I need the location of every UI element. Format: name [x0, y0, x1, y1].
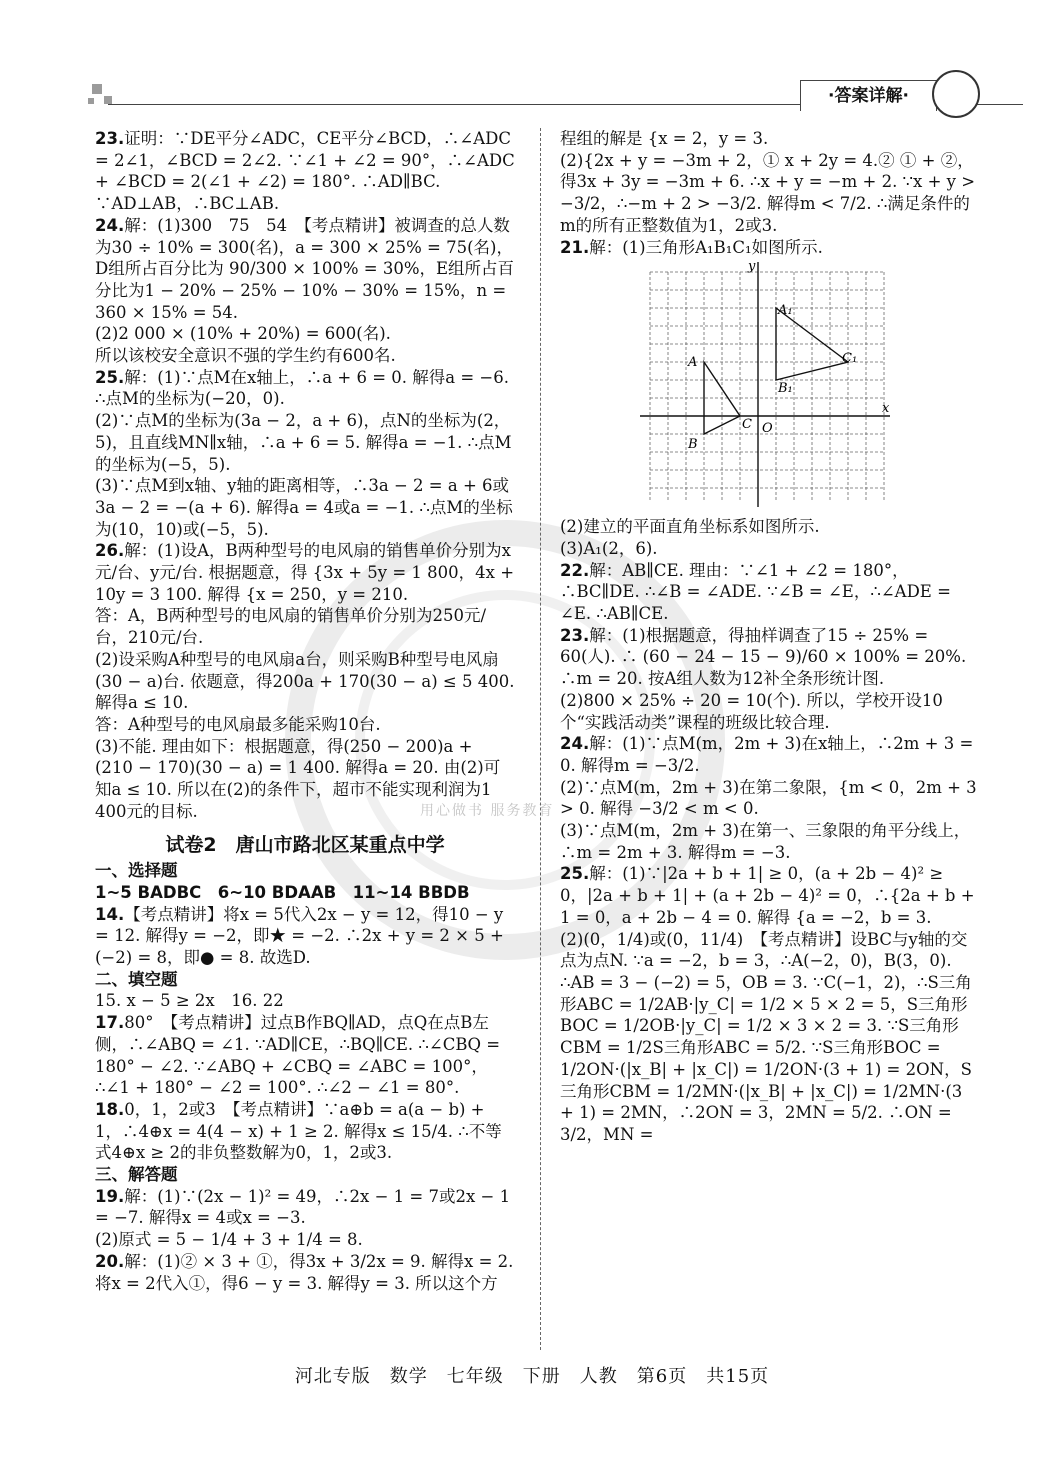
answer-text: 80° 【考点精讲】过点B作BQ∥AD，点Q在点B左侧，∴∠ABQ = ∠1. ∵AD∥CE，∴BQ∥CE. ∴∠CBQ = 180° − ∠2. ∵∠ABQ + ∠CBQ = ∠ABC = 100°，∴∠1 + 180° − ∠2 = 100°. ∴∠2 − ∠1 = 80°.: [95, 1013, 501, 1098]
question-number: 21.: [560, 237, 590, 257]
answer-item: [95, 367, 515, 410]
answer-text: (2)建立的平面直角坐标系如图所示.: [560, 517, 820, 537]
page-footer: 河北专版 数学 七年级 下册 人教 第6页 共15页: [294, 1366, 770, 1387]
question-number: 24.: [560, 734, 590, 754]
right-column: [560, 128, 980, 1146]
answer-text: (2)原式 = 5 − 1/4 + 3 + 1/4 = 8.: [95, 1230, 363, 1250]
point-label-a: A: [688, 355, 698, 371]
answer-item: [95, 649, 515, 714]
answer-text: 解：(1)300 75 54 【考点精讲】被调查的总人数为30 ÷ 10% = 300(名)，a = 300 × 25% = 75(名)，D组所占百分比为 90/300 × 100% = 30%，E组所占百分比为1 − 20% − 25% − 10% − 30% = 15%，n = 360 × 15% = 54.: [95, 215, 515, 322]
question-number: 23.: [95, 129, 125, 148]
answer-text: 所以该校安全意识不强的学生约有600名.: [95, 346, 396, 366]
answer-text: (3)∵点M(m，2m + 3)在第一、三象限的角平分线上，∴m = 2m + 3. 解得m = −3.: [560, 821, 971, 862]
answer-item: [560, 538, 980, 560]
section-heading: 三、解答题: [95, 1165, 178, 1185]
answer-item: [95, 345, 515, 367]
answer-item: [560, 733, 980, 776]
left-column: [95, 128, 515, 1294]
answer-text: (2)∵点M的坐标为(3a − 2，a + 6)，点N的坐标为(2，5)，且直线MN∥x轴，∴a + 6 = 5. 解得a = −1. ∴点M的坐标为(−5，5).: [95, 411, 512, 474]
answer-text: 答：A，B两种型号的电风扇的销售单价分别为250元/台，210元/台.: [95, 606, 487, 648]
answer-text: (2)设采购A种型号的电风扇a台，则采购B种型号电风扇(30 − a)台. 依题意，得200a + 170(30 − a) ≤ 5 400. 解得a ≤ 10.: [95, 649, 515, 713]
answer-text: 解：(1)∵点M在x轴上，∴a + 6 = 0. 解得a = −6. ∴点M的坐标为(−20，0).: [95, 367, 509, 409]
answer-text: 解：(1)设A，B两种型号的电风扇的销售单价分别为x元/台、y元/台. 根据题意，得 {3x + 5y = 1 800，4x + 10y = 3 100. 解得 {x = 250，y = 210.: [95, 541, 515, 604]
header-decoration: [104, 96, 112, 104]
answer-text: (2)(0，1/4)或(0，11/4) 【考点精讲】设BC与y轴的交点为点N. ∵a = −2，b = 3，∴A(−2，0)，B(3，0). ∴AB = 3 − (−2) = 5，OB = 3. ∵C(−1，2)，∴S三角形ABC = 1/2AB·|y_C| = 1/2 × 5 × 2 = 5，S三角形BOC = 1/2OB·|y_C| = 1/2 × 3 × 2 = 3. ∵S三角形CBM = 1/2S三角形ABC = 5/2. ∵S三角形BOC = 1/2ON·(|x_B| + |x_C|) = 1/2ON·(3 + 1) = 2ON，S三角形CBM = 1/2MN·(|x_B| + |x_C|) = 1/2MN·(3 + 1) = 2MN，∴2ON = 3，2MN = 5/2. ∴ON = 3/2，MN =: [560, 929, 972, 1144]
answer-item: [95, 128, 515, 215]
answer-text: 答：A种型号的电风扇最多能采购10台.: [95, 714, 381, 734]
answer-text: 解：(1)根据题意，得抽样调查了15 ÷ 25% = 60(人). ∴ (60 − 24 − 15 − 9)/60 × 100% = 20%. ∴m = 20. 按A组人数为12补全条形统计图.: [560, 625, 967, 689]
answer-item: [95, 215, 515, 324]
answer-list: [95, 128, 515, 823]
answer-item: [95, 410, 515, 475]
point-label-c1: C₁: [842, 351, 858, 367]
question-number: 14.: [95, 904, 125, 924]
answer-text: 解：(1)∵(2x − 1)² = 49，∴2x − 1 = 7或2x − 1 = −7. 解得x = 4或x = −3.: [95, 1186, 511, 1228]
answer-item: [560, 690, 980, 733]
answer-text: (2)2 000 × (10% + 20%) = 600(名).: [95, 324, 391, 344]
answer-item: [95, 714, 515, 736]
question-number: 25.: [95, 367, 125, 387]
y-axis-label: y: [748, 262, 756, 275]
answer-item: [560, 863, 980, 928]
answer-list: [95, 904, 515, 969]
answer-item: [95, 736, 515, 823]
answer-text: 0，1，2或3 【考点精讲】∵a⊕b = a(a − b) + 1，∴4⊕x = 4(4 − x) + 1 ≥ 2. 解得x ≤ 15/4. ∴不等式4⊕x ≥ 2的非负整数解为0，1，2或3.: [95, 1099, 502, 1163]
answer-text: (3)不能. 理由如下：根据题意，得(250 − 200)a + (210 − 170)(30 − a) = 1 400. 解得a = 20. 由(2)可知a ≤ 10. 所以在(2)的条件下，超市不能实现利润为1 400元的目标.: [95, 736, 501, 821]
answer-text: (2)800 × 25% ÷ 20 = 10(个). 所以，学校开设10个“实践活动类”课程的班级比较合理.: [560, 690, 943, 732]
answer-item: [95, 1012, 515, 1099]
answer-item: [95, 1251, 515, 1294]
answer-list: [560, 128, 980, 258]
answer-item: [95, 1229, 515, 1251]
answer-text: 解：AB∥CE. 理由：∵∠1 + ∠2 = 180°，∴BC∥DE. ∴∠B = ∠ADE. ∵∠B = ∠E，∴∠ADE = ∠E. ∴AB∥CE.: [560, 560, 951, 624]
origin-label: O: [762, 421, 773, 437]
answer-item: [95, 323, 515, 345]
answer-text: 证明：∵DE平分∠ADC，CE平分∠BCD，∴∠ADC = 2∠1，∠BCD = 2∠2. ∵∠1 + ∠2 = 90°，∴∠ADC + ∠BCD = 2(∠1 + ∠2) = 180°. ∴AD∥BC. ∵AD⊥AB，∴BC⊥AB.: [95, 129, 515, 214]
answer-item: [560, 150, 980, 237]
question-number: 18.: [95, 1099, 125, 1119]
question-number: 24.: [95, 215, 125, 235]
answer-list: [95, 1012, 515, 1164]
answer-text: (2)∵点M(m，2m + 3)在第二象限，{m < 0，2m + 3 > 0. 解得 −3/2 < m < 0.: [560, 777, 977, 819]
page-header: [0, 0, 1064, 118]
answer-item: [95, 1186, 515, 1229]
answer-text: 程组的解是 {x = 2，y = 3.: [560, 129, 769, 148]
paper-title: 试卷2 唐山市路北区某重点中学: [165, 833, 445, 856]
answer-item: [560, 560, 980, 625]
header-decoration: [92, 84, 102, 94]
answer-item: [560, 625, 980, 690]
question-number: 22.: [560, 560, 590, 580]
choice-answers: 1~5 BADBC 6~10 BDAAB 11~14 BBDB: [95, 882, 470, 902]
answer-item: [95, 1099, 515, 1164]
answer-item: [95, 475, 515, 540]
answer-text: 解：(1)三角形A₁B₁C₁如图所示.: [589, 237, 823, 257]
point-label-b: B: [688, 437, 698, 453]
answer-text: (2){2x + y = −3m + 2，① x + 2y = 4.② ① + ②，得3x + 3y = −3m + 6. ∴x + y = −m + 2. ∵x + y > −3/2，∴−m + 2 > −3/2. 解得m < 7/2. ∴满足条件的m的所有正整数值为1，2或3.: [560, 150, 976, 235]
answer-item: [560, 237, 980, 259]
answer-list: [560, 516, 980, 1145]
answer-list: [95, 1186, 515, 1295]
answer-text: 解：(1)∵|2a + b + 1| ≥ 0，(a + 2b − 4)² ≥ 0，|2a + b + 1| + (a + 2b − 4)² = 0，∴{2a + b + 1 = 0，a + 2b − 4 = 0. 解得 {a = −2，b = 3.: [560, 864, 975, 927]
question-number: 23.: [560, 625, 590, 645]
answer-item: [560, 516, 980, 538]
x-axis-label: x: [882, 401, 890, 417]
coordinate-grid-figure: [620, 262, 890, 512]
section-heading: 二、填空题: [95, 969, 178, 989]
watermark-text: 用心做书 服务教育: [420, 803, 555, 819]
point-label-c: C: [742, 417, 752, 433]
point-label-b1: B₁: [778, 381, 793, 397]
question-number: 19.: [95, 1186, 125, 1206]
section-heading: 一、选择题: [95, 861, 178, 881]
question-number: 17.: [95, 1013, 125, 1033]
question-number: 25.: [560, 864, 590, 884]
header-decoration: [88, 98, 94, 104]
question-number: 26.: [95, 541, 125, 561]
answer-text: (3)A₁(2，6).: [560, 538, 658, 558]
fill-answers: 15. x − 5 ≥ 2x 16. 22: [95, 991, 284, 1011]
answer-item: [560, 128, 980, 150]
answer-item: [560, 777, 980, 820]
answer-item: [95, 904, 515, 969]
answer-text: 解：(1)② × 3 + ①，得3x + 3/2x = 9. 解得x = 2. 将x = 2代入①，得6 − y = 3. 解得y = 3. 所以这个方: [95, 1251, 514, 1293]
point-label-a1: A₁: [778, 303, 793, 319]
answer-item: [95, 605, 515, 648]
answer-text: (3)∵点M到x轴、y轴的距离相等，∴3a − 2 = a + 6或3a − 2 = −(a + 6). 解得a = 4或a = −1. ∴点M的坐标为(10，10)或(−5，5).: [95, 476, 513, 539]
answer-item: [560, 929, 980, 1146]
answer-item: [560, 820, 980, 863]
answer-text: 【考点精讲】将x = 5代入2x − y = 12，得10 − y = 12. 解得y = −2，即★ = −2. ∴2x + y = 2 × 5 + (−2) = 8，即● = 8. 故选D.: [95, 904, 504, 968]
answer-text: 解：(1)∵点M(m，2m + 3)在x轴上，∴2m + 3 = 0. 解得m = −3/2.: [560, 734, 974, 775]
column-divider: [540, 128, 541, 1350]
answer-item: [95, 540, 515, 605]
publisher-logo: [932, 70, 980, 118]
question-number: 20.: [95, 1251, 125, 1271]
section-tag: ·答案详解·: [800, 80, 937, 111]
